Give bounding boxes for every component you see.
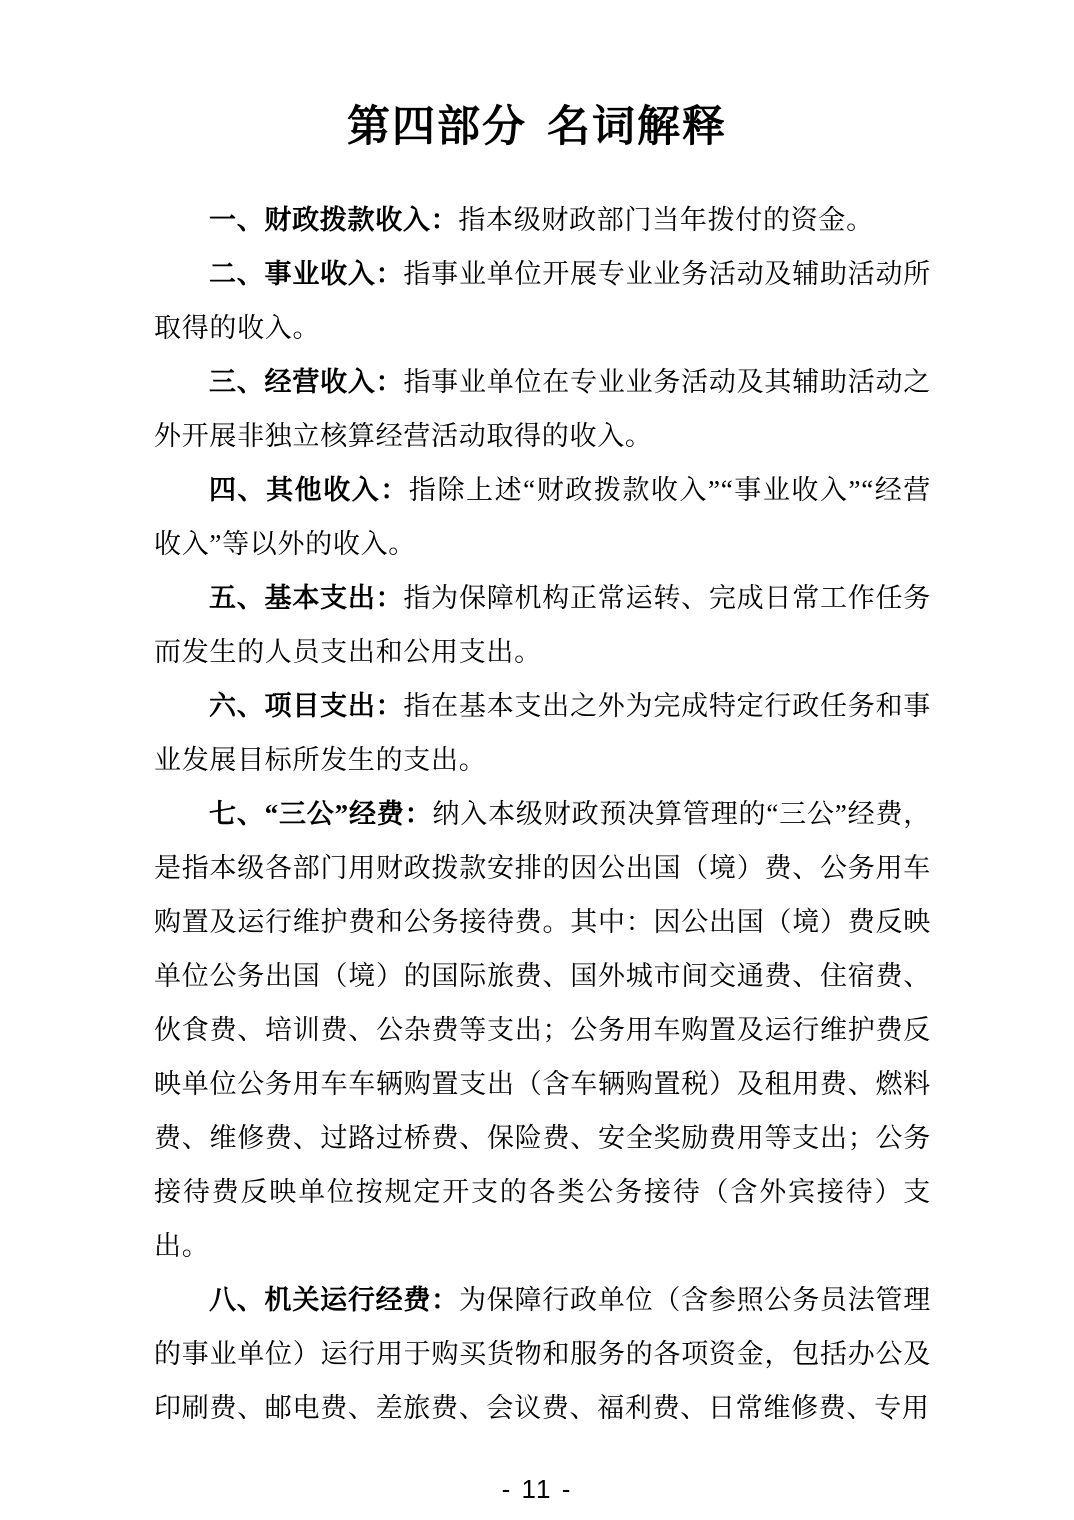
definition-text: 指事业单位开展专业业务活动及辅助活动所取得的收入。 <box>154 259 931 343</box>
page-number: - 11 - <box>501 1474 573 1504</box>
definition-paragraph <box>154 1273 931 1435</box>
definition-term: 四、其他收入： <box>209 475 409 505</box>
definition-term: 二、事业收入： <box>209 259 404 289</box>
definition-term: 六、项目支出： <box>209 691 404 721</box>
page-title-subject: 名词解释 <box>547 103 727 151</box>
definition-paragraph <box>154 193 931 247</box>
definition-term: 八、机关运行经费： <box>209 1285 459 1315</box>
definition-paragraph <box>154 355 931 463</box>
definition-text: 为保障行政单位（含参照公务员法管理的事业单位）运行用于购买货物和服务的各项资金，包括办公及印刷费、邮电费、差旅费、会议费、福利费、日常维修费、专用 <box>154 1285 931 1423</box>
definition-paragraph <box>154 787 931 1273</box>
definition-term: 三、经营收入： <box>209 367 404 397</box>
definition-text: 纳入本级财政预决算管理的“三公”经费，是指本级各部门用财政拨款安排的因公出国（境）费、公务用车购置及运行维护费和公务接待费。其中：因公出国（境）费反映单位公务出国（境）的国际旅费、国外城市间交通费、住宿费、伙食费、培训费、公杂费等支出；公务用车购置及运行维护费反映单位公务用车车辆购置支出（含车辆购置税）及租用费、燃料费、维修费、过路过桥费、保险费、安全奖励费用等支出；公务接待费反映单位按规定开支的各类公务接待（含外宾接待）支出。 <box>154 799 931 1261</box>
page-title <box>0 98 1074 156</box>
definition-text: 指事业单位在专业业务活动及其辅助活动之外开展非独立核算经营活动取得的收入。 <box>154 367 931 451</box>
definition-term: 五、基本支出： <box>209 583 404 613</box>
definition-paragraph <box>154 571 931 679</box>
page-title-section: 第四部分 <box>347 103 527 151</box>
definition-text: 指在基本支出之外为完成特定行政任务和事业发展目标所发生的支出。 <box>154 691 931 775</box>
definition-text: 指为保障机构正常运转、完成日常工作任务而发生的人员支出和公用支出。 <box>154 583 931 667</box>
definition-paragraph <box>154 463 931 571</box>
definition-paragraph <box>154 679 931 787</box>
definitions-list <box>154 193 931 1435</box>
definition-term: 一、财政拨款收入： <box>209 205 459 235</box>
definition-term: 七、“三公”经费： <box>209 799 433 829</box>
definition-text: 指本级财政部门当年拨付的资金。 <box>458 205 874 235</box>
definition-text: 指除上述“财政拨款收入”“事业收入”“经营收入”等以外的收入。 <box>154 475 931 559</box>
definition-paragraph <box>154 247 931 355</box>
